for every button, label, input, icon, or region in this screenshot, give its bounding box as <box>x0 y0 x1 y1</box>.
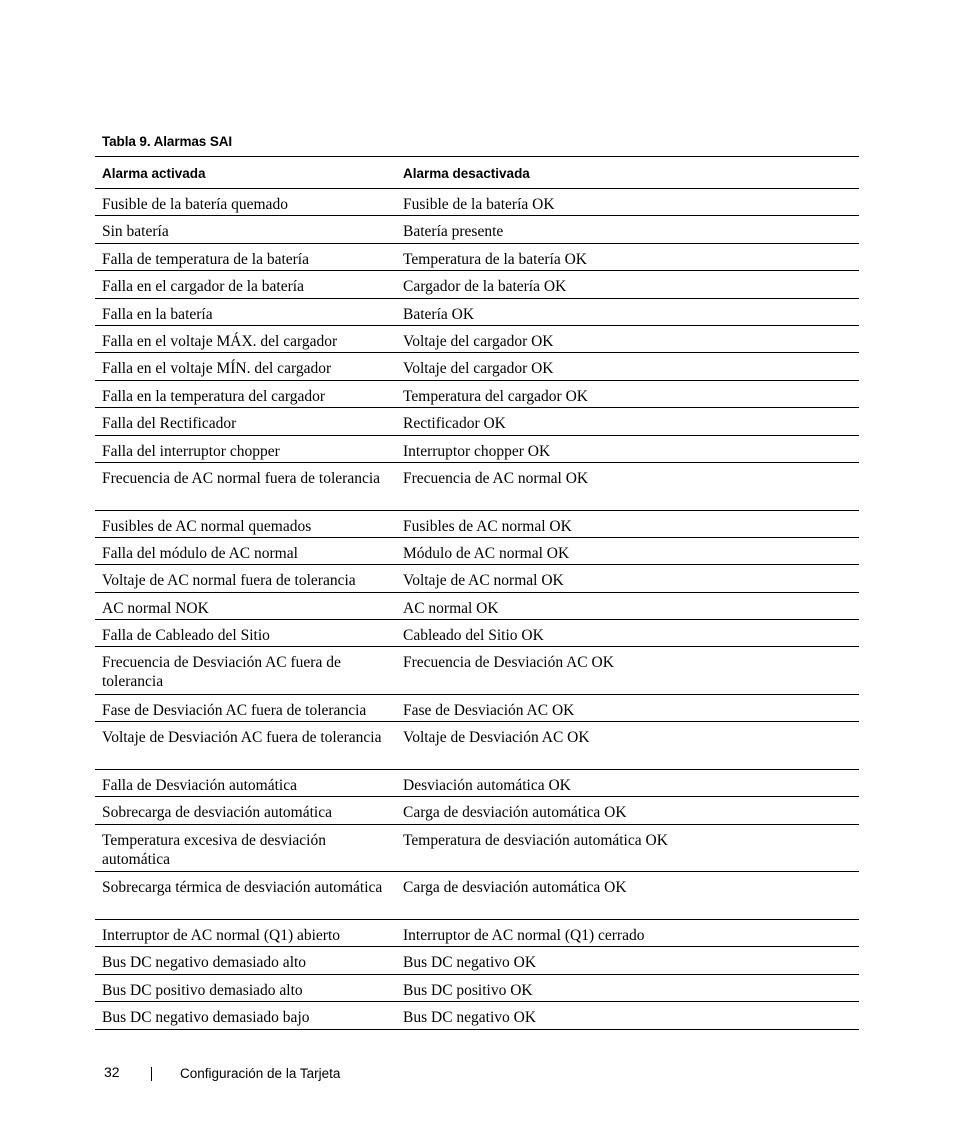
alarm-activated-cell: Sin batería <box>102 223 169 241</box>
alarm-activated-cell: Falla de Desviación automática <box>102 777 297 795</box>
alarm-activated-cell: Sobrecarga térmica de desviación automática <box>102 879 383 897</box>
alarm-activated-cell: Interruptor de AC normal (Q1) abierto <box>102 927 341 944</box>
alarm-activated-cell: Voltaje de AC normal fuera de tolerancia <box>102 572 356 590</box>
alarm-activated-cell: Frecuencia de Desviación AC fuera de tolerancia <box>102 654 341 691</box>
table-row <box>95 511 859 538</box>
table-row <box>95 947 859 974</box>
table-caption: Tabla 9. Alarmas SAI <box>102 134 233 149</box>
alarm-deactivated-cell: Bus DC positivo OK <box>403 981 533 999</box>
alarm-deactivated-cell: Interruptor de AC normal (Q1) cerrado <box>403 927 645 944</box>
alarm-deactivated-cell: Rectificador OK <box>403 415 506 433</box>
alarm-deactivated-cell: Fusibles de AC normal OK <box>403 517 572 535</box>
alarm-deactivated-cell: Desviación automática OK <box>403 777 571 795</box>
table-row <box>95 189 859 216</box>
alarm-activated-cell: Falla en el voltaje MÁX. del cargador <box>102 332 338 350</box>
alarm-deactivated-cell: Voltaje del cargador OK <box>403 360 554 378</box>
alarm-deactivated-cell: Carga de desviación automática OK <box>403 804 627 822</box>
table-row <box>95 353 859 380</box>
table-row <box>95 299 859 326</box>
alarm-deactivated-cell: Voltaje de Desviación AC OK <box>403 729 590 747</box>
alarm-deactivated-cell: Temperatura de desviación automática OK <box>403 831 668 849</box>
alarm-activated-cell: Temperatura excesiva de desviación automática <box>102 831 326 868</box>
footer-section-title: Configuración de la Tarjeta <box>180 1066 341 1081</box>
alarm-deactivated-cell: Cargador de la batería OK <box>403 278 567 296</box>
footer-divider <box>151 1067 152 1081</box>
alarm-activated-cell: AC normal NOK <box>102 599 209 617</box>
table-row <box>95 620 859 647</box>
alarm-deactivated-cell: Batería OK <box>403 305 475 323</box>
table-row <box>95 216 859 243</box>
alarm-activated-cell: Falla en el cargador de la batería <box>102 278 304 296</box>
table-row <box>95 770 859 797</box>
alarm-deactivated-cell: Frecuencia de AC normal OK <box>403 469 589 487</box>
table-row <box>95 538 859 565</box>
alarm-deactivated-cell: Bus DC negativo OK <box>403 954 537 972</box>
alarm-deactivated-cell: Bus DC negativo OK <box>403 1009 537 1027</box>
table-row <box>95 463 859 511</box>
table-row <box>95 975 859 1002</box>
alarm-activated-cell: Sobrecarga de desviación automática <box>102 804 332 822</box>
alarm-deactivated-cell: Frecuencia de Desviación AC OK <box>403 654 614 672</box>
alarm-activated-cell: Falla en la temperatura del cargador <box>102 387 326 405</box>
alarm-activated-cell: Falla del interruptor chopper <box>102 442 280 460</box>
table-row <box>95 408 859 435</box>
alarm-activated-cell: Frecuencia de AC normal fuera de tolerancia <box>102 469 381 487</box>
alarm-deactivated-cell: AC normal OK <box>403 599 499 617</box>
alarm-deactivated-cell: Batería presente <box>403 223 504 241</box>
alarm-deactivated-cell: Módulo de AC normal OK <box>403 544 570 562</box>
alarm-activated-cell: Falla del Rectificador <box>102 415 237 433</box>
table-row <box>95 872 859 920</box>
table-row <box>95 436 859 463</box>
alarm-activated-cell: Bus DC negativo demasiado alto <box>102 954 307 972</box>
table-row <box>95 695 859 722</box>
alarm-deactivated-cell: Carga de desviación automática OK <box>403 879 627 897</box>
alarm-activated-cell: Falla en la batería <box>102 305 213 323</box>
alarm-activated-cell: Bus DC negativo demasiado bajo <box>102 1009 310 1027</box>
alarm-activated-cell: Falla en el voltaje MÍN. del cargador <box>102 360 332 378</box>
table-row <box>95 381 859 408</box>
alarm-activated-cell: Bus DC positivo demasiado alto <box>102 981 303 999</box>
page-number: 32 <box>104 1064 120 1080</box>
alarm-activated-cell: Fusible de la batería quemado <box>102 196 288 213</box>
table-row <box>95 593 859 620</box>
page-footer <box>0 1064 954 1088</box>
alarm-deactivated-cell: Cableado del Sitio OK <box>403 627 544 645</box>
table-row <box>95 825 859 873</box>
alarm-deactivated-cell: Fusible de la batería OK <box>403 196 555 213</box>
table-row <box>95 1002 859 1029</box>
table-row <box>95 326 859 353</box>
header-alarm-activated: Alarma activada <box>102 166 206 181</box>
alarm-activated-cell: Voltaje de Desviación AC fuera de tolerancia <box>102 729 382 747</box>
alarms-table <box>95 156 859 1030</box>
alarm-activated-cell: Falla de Cableado del Sitio <box>102 627 270 645</box>
table-row <box>95 647 859 695</box>
table-row <box>95 797 859 824</box>
table-row <box>95 565 859 592</box>
alarm-activated-cell: Falla del módulo de AC normal <box>102 544 298 562</box>
alarm-deactivated-cell: Fase de Desviación AC OK <box>403 702 575 720</box>
alarm-activated-cell: Fusibles de AC normal quemados <box>102 517 312 535</box>
alarm-activated-cell: Falla de temperatura de la batería <box>102 250 309 268</box>
table-row <box>95 920 859 947</box>
alarm-deactivated-cell: Voltaje de AC normal OK <box>403 572 564 590</box>
alarm-activated-cell: Fase de Desviación AC fuera de tolerancia <box>102 702 367 720</box>
alarm-deactivated-cell: Voltaje del cargador OK <box>403 332 554 350</box>
alarm-deactivated-cell: Temperatura del cargador OK <box>403 387 588 405</box>
alarm-deactivated-cell: Interruptor chopper OK <box>403 442 551 460</box>
table-row <box>95 722 859 770</box>
header-alarm-deactivated: Alarma desactivada <box>403 166 530 181</box>
table-header-row <box>95 157 859 189</box>
table-row <box>95 244 859 271</box>
alarm-deactivated-cell: Temperatura de la batería OK <box>403 250 587 268</box>
table-row <box>95 271 859 298</box>
